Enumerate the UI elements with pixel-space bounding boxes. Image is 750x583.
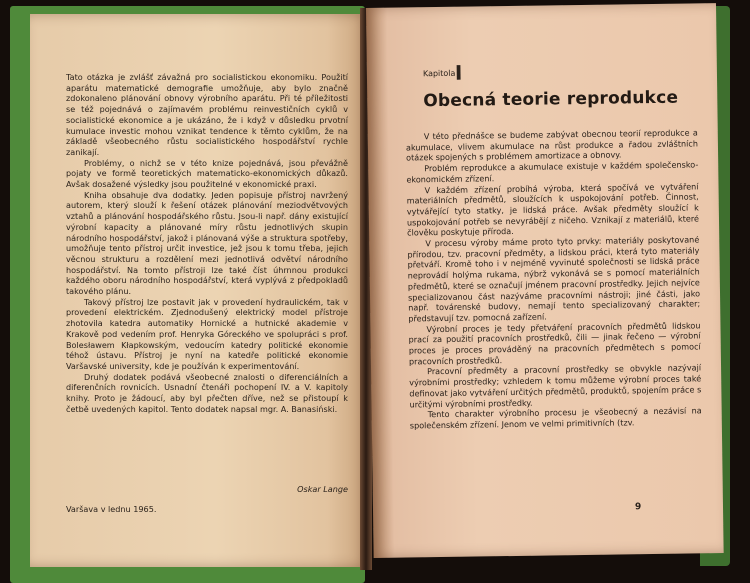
place-date: Varšava v lednu 1965. [66, 504, 157, 514]
author-signature: Oskar Lange [297, 484, 348, 494]
left-page [30, 14, 368, 567]
chapter-label: Kapitola [422, 68, 456, 79]
preface-paragraph: Takový přístroj lze postavit jak v provedení hydraulickém, tak v provedení elektrickém. Zjednodušený elektrický model přístroje zhotovila katedra automatiky Hornické a hutnické akademie v Krakově pod vedením prof. Henryka Góreckého ve spolupráci s prof. Bolesławem Kłapkowským, vedoucím katedry politické ekonomie téhož ústavu. Přístroj je nyní na katedře politické ekonomie Varšavské university, kde je používán k experimentování. [66, 296, 348, 371]
preface-text [66, 72, 348, 415]
chapter-paragraph: Výrobní proces je tedy přetváření pracovních předmětů lidskou prací za použití pracovních prostředků, čili — jinak řečeno — výrobní proces je proces prováděný na pracovních předmětech s pomocí pracovních prostředků. [408, 320, 701, 367]
preface-paragraph: Problémy, o nichž se v této knize pojednává, jsou převážně pojaty ve formě teoretických matematicko-ekonomických důkazů. Avšak dosažené výsledky jsou použitelné v ekonomické praxi. [66, 157, 348, 190]
page-number: 9 [634, 502, 642, 513]
chapter-paragraph: V každém zřízení probíhá výroba, která spočívá ve vytváření materiálních předmětů, sloužících k uspokojování potřeb. Činnost, vytvářející tyto statky, je lidská práce. Avšak předměty sloužící k uspokojování potřeb se nevyrábějí z ničeho. Vznikají z materiálů, které člověku poskytuje příroda. [406, 180, 700, 238]
chapter-paragraph: Tento charakter výrobního procesu je všeobecný a nezávisí na společenském zřízení. Jenom ve velmi primitivních (tzv. [409, 405, 702, 431]
preface-paragraph: Druhý dodatek podává všeobecné znalosti o diferenciálních a diferenčních rovnicích. Usnadní čtenáři pochopení IV. a V. kapitoly knihy. Proto je žádoucí, aby byl přečten dříve, než se přistoupí k četbě uvedených kapitol. Tento dodatek napsal mgr. A. Banasiński. [66, 371, 348, 414]
chapter-text [406, 127, 702, 431]
chapter-title: Obecná teorie reprodukce [423, 87, 679, 112]
chapter-paragraph: V této přednášce se budeme zabývat obecnou teorií reprodukce a akumulace, vlivem akumulace na růst produkce a řadou zvláštních otázek spojených s problémem amortizace a obnovy. [405, 127, 698, 163]
right-page [366, 3, 724, 558]
chapter-paragraph: Pracovní předměty a pracovní prostředky se obvykle nazývají výrobními prostředky; vzhledem k tomu můžeme výrobní proces také definovat jako vytváření určitých předmětů, produktů, spojením práce s určitými výrobními prostředky. [409, 362, 702, 410]
preface-paragraph: Kniha obsahuje dva dodatky. Jeden popisuje přístroj navržený autorem, který slouží k řešení otázek plánování meziodvětvových vztahů a plánování hospodářského růstu. Jsou-li např. dány existující výrobní kapacity a plánované míry růstu jednotlivých skupin národního hospodářství, jakož i plánovaná výše a struktura spotřeby, umožňuje tento přístroj určit investice, jež jsou k tomu třeba, jejich věcnou strukturu a rozdělení mezi jednotlivá odvětví národního hospodářství. Na tomto přístroji lze také číst úhrnnou produkci každého oboru národního hospodářství, která vyplývá z předpokladů takového plánu. [66, 189, 348, 297]
preface-paragraph: Tato otázka je zvlášť závažná pro socialistickou ekonomiku. Použití aparátu matematické demografie umožňuje, aby bylo značně zdokonaleno plánování obnovy výrobního aparátu. Při té příležitosti se též pojednává o zajímavém problému reinvestičních cyklů v socialistické ekonomice a je ukázáno, že i když v důsledku prvotní kumulace investic mohou vznikat tendence k těmto cyklům, že na základě všeobecného růstu socialistického hospodářství rychle zanikají. [66, 72, 348, 157]
chapter-paragraph: V procesu výroby máme proto tyto prvky: materiály poskytované přírodou, tzv. pracovní předměty, a lidskou práci, která tyto materiály přetváří. Kromě toho i v nejméně vyvinuté společnosti se lidská práce neprovádí holýma rukama, nýbrž vykonává se s pomocí materiálních předmětů, které se označují jménem pracovní prostředky. Jejich nejvíce specializovanou část nazýváme pracovními nástroji; jiné části, jako např. továrenské budovy, nemají tento specializovaný charakter; představují tzv. pomocná zařízení. [407, 234, 701, 324]
chapter-paragraph: Problém reprodukce a akumulace existuje v každém společensko-ekonomickém zřízení. [406, 159, 699, 185]
chapter-number: I [454, 60, 463, 85]
